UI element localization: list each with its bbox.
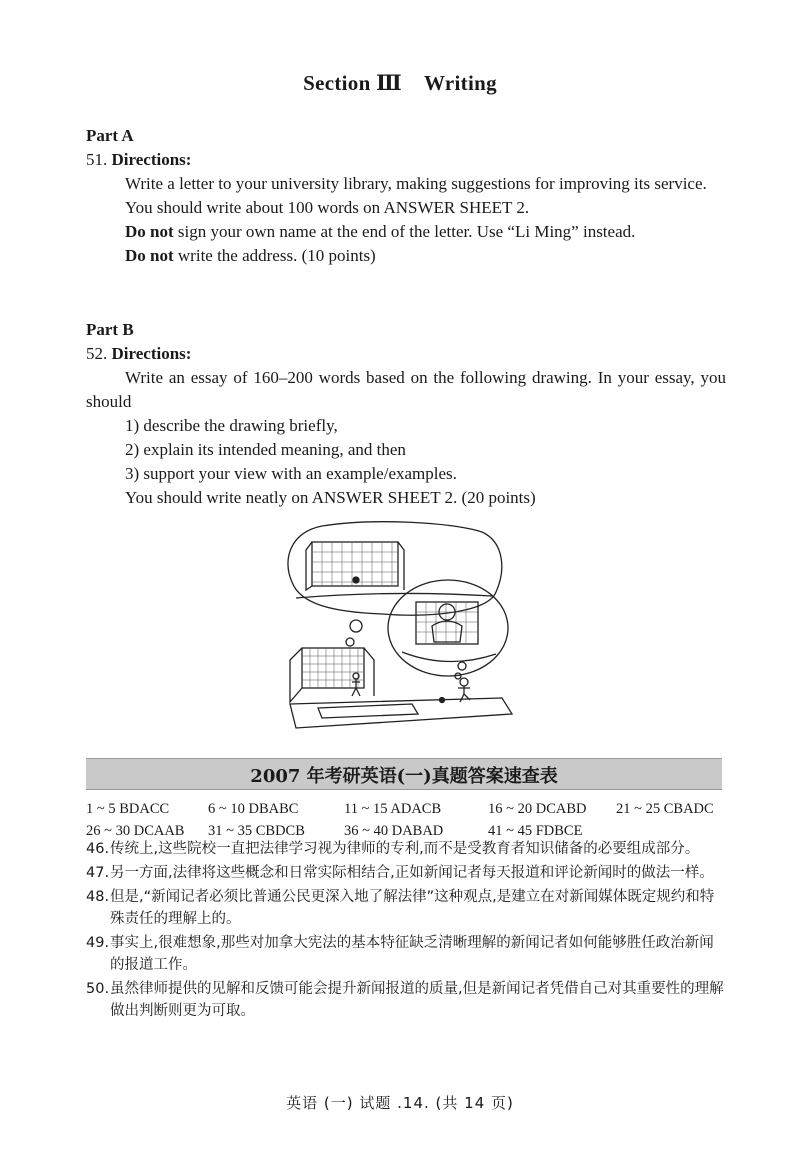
goalkeeper-body <box>432 621 462 642</box>
part-b-instruction: Write an essay of 160–200 words based on the following drawing. In your essay, you should <box>86 368 726 411</box>
translation-item: 46. 传统上,这些院校一直把法律学习视为律师的专利,而不是受教育者知识储备的必要组成部分。 <box>86 841 700 857</box>
answer-key-banner <box>86 758 722 790</box>
answer-key-item: 16 ~ 20 DCABD <box>488 801 587 817</box>
answer-key-item: 6 ~ 10 DBABC <box>208 801 299 817</box>
part-b <box>86 318 726 510</box>
answer-key-item: 36 ~ 40 DABAD <box>344 823 444 839</box>
section-title <box>0 70 800 96</box>
answer-key-item: 41 ~ 45 FDBCE <box>488 823 583 839</box>
part-a-signature-rule: Do not sign your own name at the end of the letter. Use “Li Ming” instead. <box>125 222 636 241</box>
goal-middle <box>416 602 478 644</box>
answer-key-grid <box>86 798 746 842</box>
part-b-item: 2) explain its intended meaning, and then <box>125 440 406 459</box>
answer-key-title: 2007 年考研英语(一)真题答案速查表 <box>250 766 558 787</box>
translation-item: 47. 另一方面,法律将这些概念和日常实际相结合,正如新闻记者每天报道和评论新闻时的做法一样。 <box>86 865 714 881</box>
part-a-label: Part A <box>86 126 134 145</box>
part-b-item: 3) support your view with an example/examples. <box>125 464 457 483</box>
answer-key-row <box>86 798 746 820</box>
answer-key-item: 31 ~ 35 CBDCB <box>208 823 305 839</box>
answer-key-item: 21 ~ 25 CBADC <box>616 801 714 817</box>
part-a-heading <box>86 148 726 172</box>
question-number: 51. <box>86 150 108 169</box>
answer-key-item: 11 ~ 15 ADACB <box>344 801 442 817</box>
translation-item: 49. 事实上,很难想象,那些对加拿大宪法的基本特征缺乏清晰理解的新闻记者如何能够胜任政治新闻的报道工作。 <box>86 935 714 973</box>
page-footer: 英语 (一) 试题 .14. (共 14 页) <box>286 1094 514 1112</box>
part-a-address-rule: Do not write the address. (10 points) <box>125 246 376 265</box>
field-lines <box>290 698 512 728</box>
translation-answers <box>86 838 726 1024</box>
translation-item: 48. 但是,“新闻记者必须比普通公民更深入地了解法律”这种观点,是建立在对新闻媒体既定规约和特殊责任的理解上的。 <box>86 889 715 927</box>
part-b-heading <box>86 342 726 366</box>
player-kicker <box>460 678 468 686</box>
part-a-instruction: Write a letter to your university library, making suggestions for improving its service. <box>125 174 707 193</box>
part-b-item: 1) describe the drawing briefly, <box>125 416 338 435</box>
part-a-word-count: You should write about 100 words on ANSWER SHEET 2. <box>125 198 530 217</box>
thought-bubble-small <box>350 620 362 632</box>
directions-label: Directions: <box>111 344 192 363</box>
ball-top <box>353 577 359 583</box>
answer-key-item: 1 ~ 5 BDACC <box>86 801 170 817</box>
section-name: Writing <box>423 71 497 95</box>
question-number: 52. <box>86 344 108 363</box>
cartoon-drawing <box>282 520 518 736</box>
thought-bubble-large <box>288 522 502 615</box>
answer-key-item: 26 ~ 30 DCAAB <box>86 823 185 839</box>
translation-item: 50. 虽然律师提供的见解和反馈可能会提升新闻报道的质量,但是新闻记者凭借自己对其重要性的理解做出判断则更为可取。 <box>86 981 724 1019</box>
part-b-neatness-rule: You should write neatly on ANSWER SHEET 2. (20 points) <box>125 488 536 507</box>
ball-field <box>440 698 445 703</box>
section-number: Section Ⅲ <box>303 71 402 95</box>
directions-label: Directions: <box>111 150 192 169</box>
part-a <box>86 124 726 268</box>
part-b-label: Part B <box>86 320 134 339</box>
